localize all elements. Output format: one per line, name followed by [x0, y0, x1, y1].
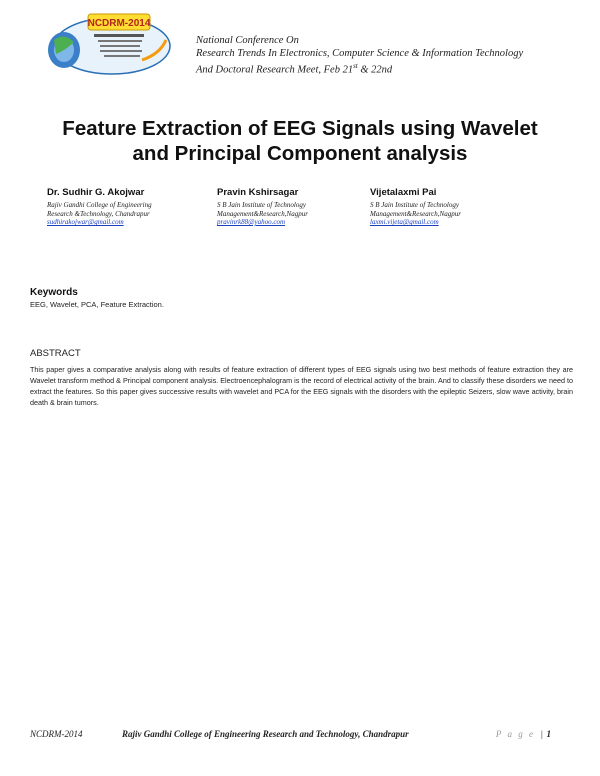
author-email[interactable]: sudhirakojwar@gmail.com — [47, 218, 124, 226]
author-1 — [47, 187, 197, 227]
logo-text: NCDRM-2014 — [87, 18, 151, 29]
author-affiliation: S B Jain Institute of Technology Management&Research,Nagpur — [217, 201, 308, 218]
paper-title: Feature Extraction of EEG Signals using Wavelet and Principal Component analysis — [62, 117, 538, 165]
conference-logo — [42, 10, 182, 78]
abstract-text: This paper gives a comparative analysis along with results of feature extraction of different types of EEG signals using two best methods of feature extraction they are Wavelet transform method & Principal component analysis. Electroencephalogram is the record of electrical activity of the brain. And to classify these disorders we need to extract the features. So this paper gives successive results with wavelet and PCA for the EEG signals with the disorders with the epileptic Seizers, slow wave activity, brain death & brain tumors. — [30, 365, 573, 407]
keywords-text: EEG, Wavelet, PCA, Feature Extraction. — [30, 300, 164, 309]
keywords-heading: Keywords — [30, 287, 78, 298]
author-name: Dr. Sudhir G. Akojwar — [47, 187, 145, 198]
abstract-heading: ABSTRACT — [30, 348, 81, 359]
author-name: Vijetalaxmi Pai — [370, 187, 437, 198]
author-email[interactable]: laxmi.vijeta@gmail.com — [370, 218, 439, 226]
footer-institution: Rajiv Gandhi College of Engineering Research and Technology, Chandrapur — [122, 729, 409, 739]
author-name: Pravin Kshirsagar — [217, 187, 299, 198]
conference-line-3: And Doctoral Research Meet, Feb 21st & 22nd — [196, 62, 393, 76]
author-2 — [217, 187, 367, 227]
footer-page-label: P a g e — [495, 729, 535, 739]
footer-page-number: 1 — [546, 729, 551, 739]
footer-separator: | — [540, 729, 543, 739]
author-affiliation: S B Jain Institute of Technology Management&Research,Nagpur — [370, 201, 461, 218]
conference-line-2: Research Trends In Electronics, Computer Science & Information Technology — [196, 48, 524, 59]
conference-header — [196, 34, 586, 77]
author-email[interactable]: pravinrk88@yahoo.com — [217, 218, 286, 226]
conference-line-1: National Conference On — [196, 35, 299, 46]
author-3 — [370, 187, 520, 227]
author-affiliation: Rajiv Gandhi College of Engineering Research &Technology, Chandrapur — [47, 201, 152, 218]
footer-conference: NCDRM-2014 — [30, 729, 83, 739]
